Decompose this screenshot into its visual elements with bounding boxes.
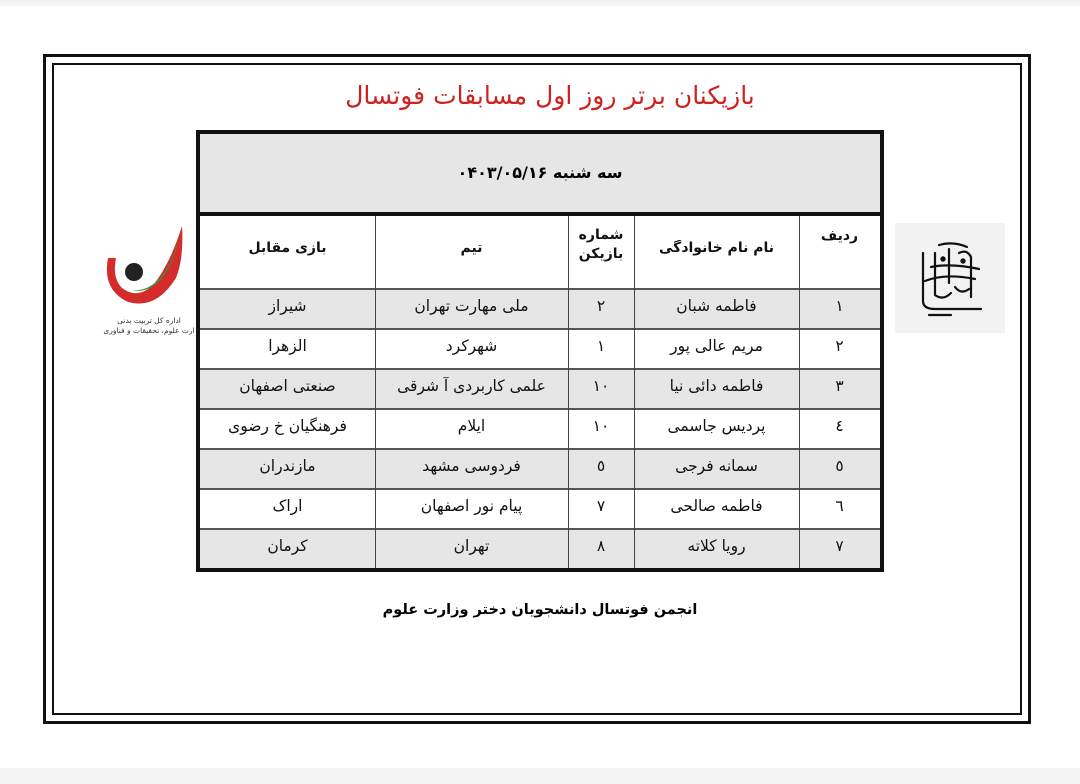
student-affairs-logo xyxy=(895,223,1005,333)
header-row-no: ردیف xyxy=(820,228,859,244)
cell-team: علمی کاربردی آ شرقی xyxy=(397,377,546,395)
header-opponent: بازی مقابل xyxy=(248,240,327,256)
header-name: نام نام خانوادگی xyxy=(659,240,774,256)
cell-number: ۲ xyxy=(596,297,606,315)
cell-name: فاطمه شبان xyxy=(676,297,757,315)
cell-opponent: اراک xyxy=(272,497,303,515)
top-players-table xyxy=(196,130,884,572)
cell-name: مریم عالی پور xyxy=(670,337,763,355)
cell-opponent: مازندران xyxy=(259,457,316,475)
header-number xyxy=(568,226,634,264)
cell-number: ۱۰ xyxy=(592,417,610,435)
logo-caption xyxy=(94,316,204,336)
cell-row-no: ٦ xyxy=(835,497,844,515)
cell-name: فاطمه دائی نیا xyxy=(669,377,764,395)
footer-organizer: انجمن فوتسال دانشجویان دختر وزارت علوم xyxy=(382,602,698,618)
cell-row-no: ۳ xyxy=(835,377,844,395)
cell-row-no: ۱ xyxy=(835,297,844,315)
cell-team: پیام نور اصفهان xyxy=(420,497,523,515)
cell-name: پردیس جاسمی xyxy=(667,417,766,435)
row-divider xyxy=(200,368,880,370)
row-divider xyxy=(200,288,880,290)
sports-office-logo xyxy=(94,220,204,350)
cell-opponent: فرهنگیان خ رضوی xyxy=(228,417,347,435)
cell-name: سمانه فرجی xyxy=(675,457,758,475)
cell-number: ۱۰ xyxy=(592,377,610,395)
header-number-line1: شماره xyxy=(578,227,624,243)
cell-name: فاطمه صالحی xyxy=(670,497,763,515)
row-divider xyxy=(200,488,880,490)
row-divider xyxy=(200,328,880,330)
checkmark-logo-icon xyxy=(94,220,204,316)
cell-number: ۸ xyxy=(596,537,606,555)
cell-row-no: ٤ xyxy=(835,417,844,435)
logo-caption-line2: ارت علوم، تحقیقات و فناوری xyxy=(103,326,195,335)
cell-number: ٥ xyxy=(596,457,606,475)
page-title: بازیکنان برتر روز اول مسابقات فوتسال xyxy=(345,81,755,110)
cell-team: شهرکرد xyxy=(445,337,498,355)
cell-team: تهران xyxy=(453,537,490,555)
cell-row-no: ۲ xyxy=(835,337,844,355)
logo-caption-line1: اداره کل تربیت بدنی xyxy=(117,316,181,325)
calligraphy-logo-icon xyxy=(895,223,1005,333)
cell-row-no: ۷ xyxy=(835,537,844,555)
cell-number: ۱ xyxy=(596,337,606,355)
row-divider xyxy=(200,408,880,410)
document-page xyxy=(0,6,1080,768)
cell-name: رویا کلاته xyxy=(687,537,746,555)
cell-opponent: کرمان xyxy=(267,537,308,555)
date-header: سه شنبه ۰۴۰۳/۰۵/۱۶ xyxy=(200,134,880,216)
cell-opponent: صنعتی اصفهان xyxy=(239,377,336,395)
cell-team: ملی مهارت تهران xyxy=(414,297,529,315)
cell-row-no: ٥ xyxy=(835,457,844,475)
row-divider xyxy=(200,528,880,530)
cell-team: فردوسی مشهد xyxy=(422,457,521,475)
cell-opponent: الزهرا xyxy=(268,337,307,355)
cell-number: ۷ xyxy=(596,497,606,515)
header-team: تیم xyxy=(460,240,483,256)
cell-opponent: شیراز xyxy=(268,297,307,315)
header-number-line2: بازیکن xyxy=(578,246,624,262)
cell-team: ایلام xyxy=(457,417,486,435)
row-divider xyxy=(200,448,880,450)
